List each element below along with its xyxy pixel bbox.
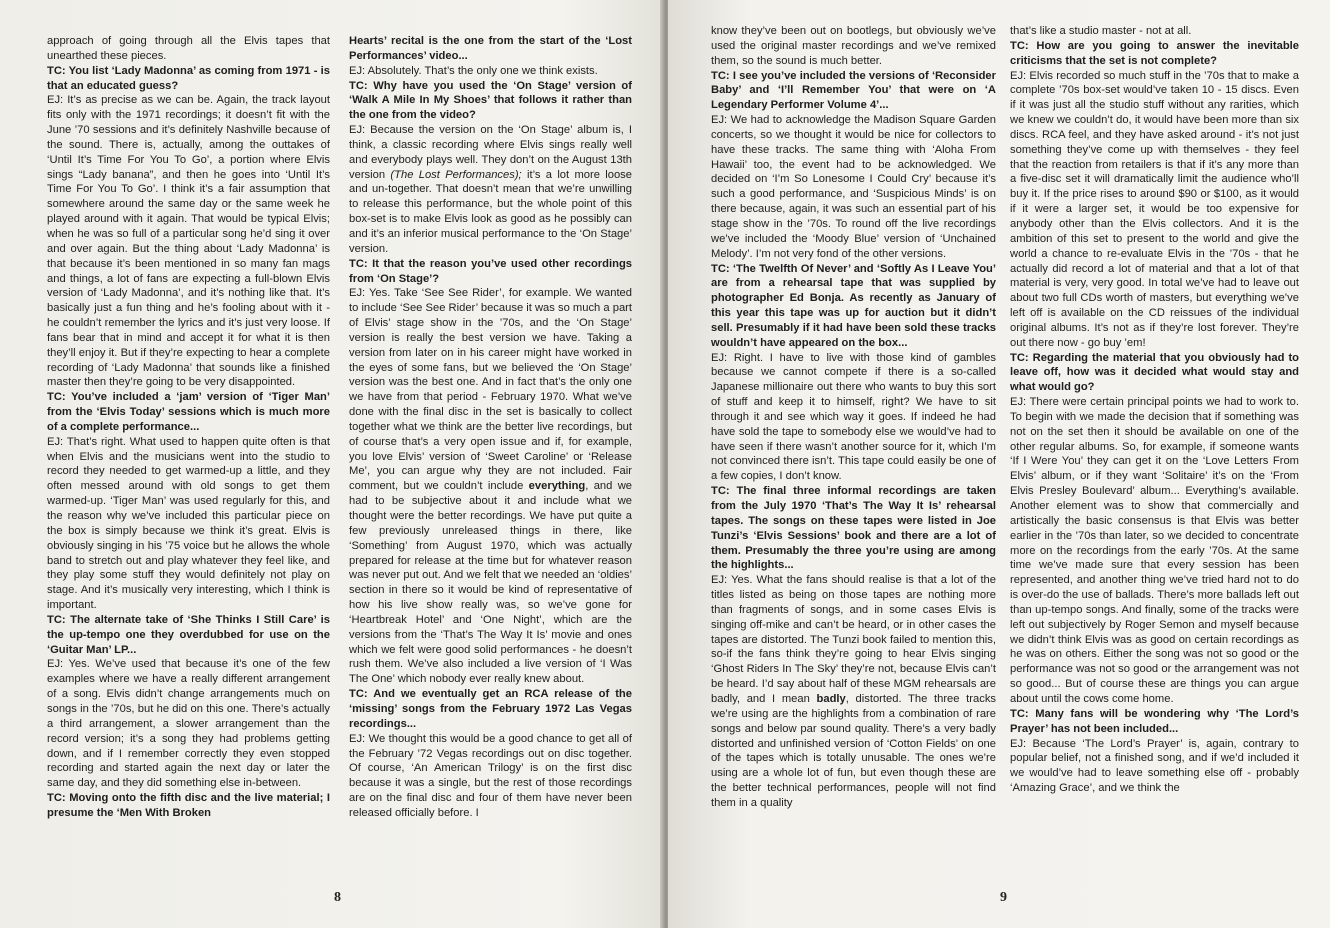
interview-answer	[711, 113, 996, 261]
interview-answer	[1010, 24, 1299, 39]
paragraph-text-continued: , distorted. The three tracks we’re using are the highlights from a combination of rare songs and below par sound quality. There’s a very badly distorted and unfinished version of ‘Cotton Fields’ on one of the tapes which is totally unusable. The ones we’re using are a whole lot of fun, but even though these are the better technical performances, people will not find them in a quality	[711, 692, 996, 809]
paragraph-text: TC: You list ‘Lady Madonna’ as coming from 1971 - is that an educated guess?	[47, 64, 330, 92]
paragraph-text: EJ: Because ‘The Lord’s Prayer’ is, again, contrary to popular belief, not a finished song, and if we’d included it we would’ve had to leave something else off - probably ‘Amazing Grace’, and we think the	[1010, 737, 1299, 795]
interview-question	[47, 791, 330, 821]
paragraph-text: TC: ‘The Twelfth Of Never’ and ‘Softly As I Leave You’ are from a rehearsal tape that was supplied by photographer Ed Bonja. As recently as January of this year this tape was up for auction but it didn’t sell. Presumably if it had have been sold these tracks wouldn’t have appeared on the box...	[711, 262, 996, 349]
interview-answer	[711, 573, 996, 811]
paragraph-text: EJ: There were certain principal points we had to work to. To begin with we made the decision that if something was not on the set then it should be available on one of the other regular albums. So, for example, if someone wants ‘If I Were You’ they can get it on the ‘Love Letters From Elvis’ album, or if they want ‘Solitaire’ it’s on the ‘From Elvis Presley Boulevard’ album... Everything’s available. Another element was to show that commercially and artistically the basic consensus is that Elvis was better earlier in the ’70s than later, so we decided to concentrate more on the recordings from the early ’70s. At the same time we’ve made sure that every session has been represented, and another thing we’ve tried hard not to do is over-do the use of ballads. There’s more ballads left out than up-tempo songs. And finally, some of the tracks were left out subjectively by Roger Semon and myself because we didn’t think Elvis was as good on certain recordings as he was on others. Either the song was not so good or the performance was not so good or the arrangement was not so good... But of course these are things you can argue about until the cows come home.	[1010, 396, 1299, 705]
paragraph-text: TC: I see you’ve included the versions of ‘Reconsider Baby’ and ‘I’ll Remember You’ that were on ‘A Legendary Performer Volume 4’...	[711, 69, 996, 112]
left-page-column-1	[47, 34, 330, 884]
left-page-column-2	[349, 34, 632, 884]
italic-title: (The Lost Performances);	[390, 168, 522, 181]
paragraph-text: EJ: We thought this would be a good chance to get all of the February ’72 Vegas recordings out on disc together. Of course, ‘An American Trilogy’ is on the first disc because it was a single, but the rest of those recordings are on the final disc and four of them have never been released officially before. I	[349, 732, 632, 819]
paragraph-text: TC: Regarding the material that you obviously had to leave off, how was it decided what would stay and what would go?	[1010, 351, 1299, 394]
paragraph-text: EJ: Absolutely. That’s the only one we think exists.	[349, 64, 598, 77]
paragraph-text: EJ: Because the version on the ‘On Stage’ album is, I think, a classic recording where Elvis sings really well and everybody plays well. They don’t on the August 13th version	[349, 124, 632, 181]
interview-question	[1010, 707, 1299, 737]
interview-question	[711, 262, 996, 351]
paragraph-text: approach of going through all the Elvis tapes that unearthed these pieces.	[47, 35, 330, 62]
paragraph-text: EJ: Yes. What the fans should realise is that a lot of the titles listed as being on those tapes are nothing more than fragments of songs, and in some cases Elvis is singing off-mike and can’t be heard, or in other cases the tapes are distorted. The Tunzi book failed to mention this, so-if the fans think they’re going to hear Elvis singing ‘Ghost Riders In The Sky’ they’re not, because Elvis can’t be heard. I’d say about half of these MGM rehearsals are badly, and I mean	[711, 574, 996, 705]
interview-answer	[47, 657, 330, 791]
interview-answer	[1010, 737, 1299, 796]
paragraph-text: TC: Many fans will be wondering why ‘The Lord’s Prayer’ has not been included...	[1010, 707, 1299, 735]
interview-answer	[47, 93, 330, 390]
paragraph-text: EJ: That’s right. What used to happen quite often is that when Elvis and the musicians went into the studio to record they needed to get warmed-up a little, and they often messed around with old songs to get them warmed-up. ‘Tiger Man’ was used regularly for this, and the reason why we’ve included this particular piece on the box is simply because we think it’s great. Elvis is obviously singing in his ’75 voice but he allows the whole band to stretch out and play whatever they feel like, and they play some stuff they would definitely not play on stage. And it’s musically very interesting, which I think is important.	[47, 435, 330, 612]
page-number: 8	[334, 890, 341, 905]
interview-question	[349, 79, 632, 124]
paragraph-text: TC: Moving onto the fifth disc and the live material; I presume the ‘Men With Broken	[47, 792, 330, 819]
interview-question	[349, 687, 632, 732]
interview-answer	[349, 123, 632, 257]
emphasis-word: everything	[528, 480, 586, 493]
interview-answer	[711, 24, 996, 69]
interview-question	[1010, 351, 1299, 396]
paragraph-text: TC: The alternate take of ‘She Thinks I Still Care’ is the up-tempo one they overdubbed for use on the ‘Guitar Man’ LP...	[47, 613, 330, 656]
interview-question	[47, 613, 330, 658]
paragraph-text: TC: You’ve included a ‘jam’ version of ‘Tiger Man’ from the ‘Elvis Today’ sessions which is much more of a complete performance...	[47, 391, 330, 433]
paragraph-text-continued: it’s a lot more loose and un-together. That doesn’t mean that we’re unwilling to release this performance, but the whole point of this box-set is to make Elvis look as good as he possibly can and it’s an inferior musical performance to the ‘On Stage’ version.	[349, 168, 632, 255]
paragraph-text: EJ: Yes. Take ‘See See Rider’, for example. We wanted to include ‘See See Rider’ because it was so much a part of Elvis’ stage show in the ’70s, and the ‘On Stage’ version is really the best version we have. Taking a version from later on in his career might have worked in the eyes of some fans, but we believed the ‘On Stage’ version was the best one. And in fact that’s the only one we have from that period - February 1970. What we’ve done with the final disc in the set is basically to collect together what we think are the better live recordings, but of course that’s a very open issue and if, for example, you love Elvis’ version of ‘Sweet Caroline’ or ‘Release Me’, you can argue why they are not included. Fair comment, but we couldn’t include	[349, 287, 632, 493]
interview-question	[349, 257, 632, 287]
interview-question	[711, 69, 996, 114]
paragraph-text: EJ: Elvis recorded so much stuff in the ’70s that to make a complete ’70s box-set would’ve taken 10 - 15 discs. Even if it was just all the studio stuff without any rarities, which we knew we couldn’t do, it would have been more than six discs. RCA feel, and they have asked around - it’s not just something they’ve come up with themselves - they feel that the reaction from retailers is that if it’s any more than a five-disc set it will dramatically limit the audience who’ll buy it. If the price rises to around $90 or $100, as it would if it were a larger set, it would be too expensive for anybody other than the Elvis collectors. And it is the ambition of this set to present to the world and give the world a chance to re-evaluate Elvis in the ’70s - that he actually did record a lot of material and that a lot of that material is very, very good. In total we’ve had to leave out about two full CDs worth of masters, but everything we’ve left off is available on the CD reissues of the individual original albums. It’s not as if they’re lost forever. They’re out there now - go buy ’em!	[1010, 69, 1299, 349]
paragraph-text: TC: Why have you used the ‘On Stage’ version of ‘Walk A Mile In My Shoes’ that follows it rather than the one from the video?	[349, 79, 632, 122]
left-page	[0, 0, 664, 928]
interview-answer	[1010, 69, 1299, 351]
paragraph-text-continued: , and we had to be subjective about it and include what we thought were the better recordings. We have put quite a few previously unreleased things in there, like ‘Something’ from August 1970, which was actually prepared for release at the time but for whatever reason was never put out. And we felt that we needed an ‘oldies’ section in there so it would be kind of representative of how his live show really was, so we’ve gone for ‘Heartbreak Hotel’ and ‘One Night’, which are the versions from the ‘That’s The Way It Is’ movie and ones which we felt were good solid performances - he doesn’t rush them. We’ve also included a live version of ‘I Was The One’ which nobody ever really knew about.	[349, 480, 632, 686]
interview-answer	[349, 64, 632, 79]
right-page	[668, 0, 1330, 928]
interview-question	[349, 34, 632, 64]
interview-answer	[349, 286, 632, 687]
right-page-column-2	[1010, 24, 1299, 874]
interview-answer	[349, 732, 632, 821]
paragraph-text: TC: It that the reason you’ve used other recordings from ‘On Stage’?	[349, 257, 632, 285]
paragraph-text: EJ: Yes. We’ve used that because it’s one of the few examples where we have a really different arrangement of a song. Elvis didn’t change arrangements much on songs in the ’70s, but he did on this one. There’s actually a third arrangement, a slower arrangement than the record version; it’s a song they had problems getting down, and if I remember correctly they even stopped recording and started again the next day or later the same day, and they did something else in-between.	[47, 658, 330, 790]
paragraph-text: Hearts’ recital is the one from the start of the ‘Lost Performances’ video...	[349, 35, 632, 62]
paragraph-text: TC: The final three informal recordings are taken from the July 1970 ‘That’s The Way It Is’ rehearsal tapes. The songs on these tapes were listed in Joe Tunzi’s ‘Elvis Sessions’ book and there are a lot of them. Presumably the three you’re using are among the highlights...	[711, 485, 996, 572]
page-number: 9	[1000, 890, 1007, 905]
interview-question	[711, 484, 996, 573]
interview-question	[47, 390, 330, 435]
paragraph-text: EJ: We had to acknowledge the Madison Square Garden concerts, so we thought it would be nice for collectors to have these tracks. The same thing with ‘Aloha From Hawaii’ too, the event had to be acknowledged. We decided on ‘I’m So Lonesome I Could Cry’ because it’s such a good performance, and ‘Suspicious Minds’ is on there because, again, it was such an essential part of his stage show in the ’70s. To round off the live recordings we’ve included the ‘Moody Blue’ version of ‘Unchained Melody’. I’m not very fond of the other versions.	[711, 114, 996, 260]
emphasis-word: badly	[816, 692, 846, 705]
right-page-column-1	[711, 24, 996, 874]
interview-question	[1010, 39, 1299, 69]
interview-answer	[711, 351, 996, 485]
paragraph-text: EJ: Right. I have to live with those kind of gambles because we cannot compete if there is a so-called Japanese millionaire out there who wants to buy this sort of stuff and keep it to himself, right? We have to sit through it and see which way it goes. If indeed he had have sold the tape to somebody else we would’ve had to have seen if there wasn’t another source for it, which I’m not convinced there isn’t. This tape could easily be one of a few copies, I don’t know.	[711, 351, 996, 483]
interview-answer	[47, 34, 330, 64]
paragraph-text: that’s like a studio master - not at all.	[1010, 25, 1192, 37]
interview-question	[47, 64, 330, 94]
paragraph-text: know they’ve been out on bootlegs, but obviously we’ve used the original master recordings and we’ve remixed them, so the sound is much better.	[711, 25, 996, 67]
paragraph-text: TC: How are you going to answer the inevitable criticisms that the set is not complete?	[1010, 39, 1299, 67]
interview-answer	[47, 435, 330, 613]
paragraph-text: EJ: It’s as precise as we can be. Again, the track layout fits only with the 1971 recordings; it doesn’t fit with the June ’70 sessions and it’s definitely Nashville because of the sound. There is, actually, among the outtakes of ‘Until It’s Time For You To Go’, a portion where Elvis sings “Lady banana”, and then he goes into ‘Until It’s Time For You To Go’. I think it’s a fair assumption that somewhere around the same day or the same week he played around with it again. That would be typical Elvis; when he was so full of a particular song he’d sing it over and over again. But the thing about ‘Lady Madonna’ is that because it’s been mentioned in so many fan mags and things, a lot of fans are expecting a full-blown Elvis version of ‘Lady Madonna’, and it’s nothing like that. It’s basically just a fun thing and he’s fooling about with it - he couldn’t remember the lyrics and it’s just very loose. If fans bear that in mind and accept it for what it is then they’ll enjoy it. But if they’re expecting to hear a complete recording of ‘Lady Madonna’ that sounds like a finished master then they’re going to be very disappointed.	[47, 94, 330, 389]
paragraph-text: TC: And we eventually get an RCA release of the ‘missing’ songs from the February 1972 Las Vegas recordings...	[349, 688, 632, 730]
interview-answer	[1010, 395, 1299, 707]
